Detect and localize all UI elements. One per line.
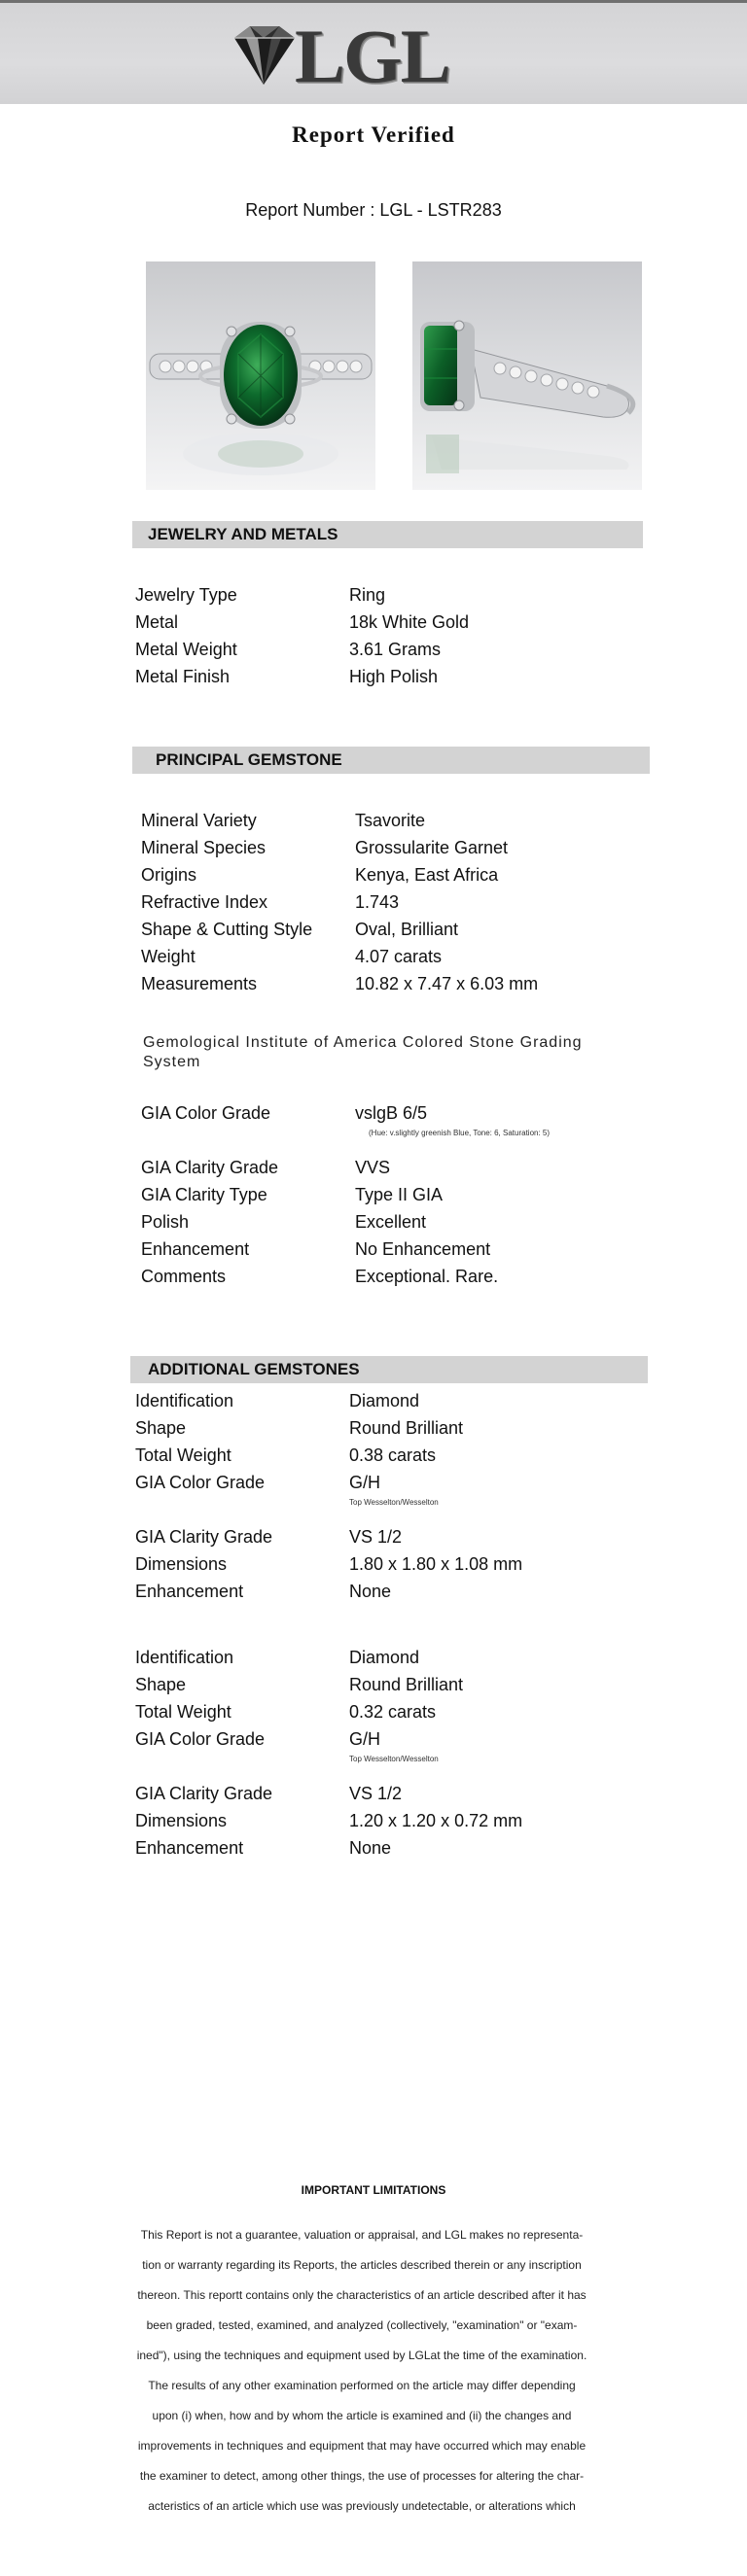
report-number: Report Number : LGL - LSTR283 <box>245 200 502 220</box>
jewelry-type-label: Jewelry Type <box>135 585 237 605</box>
logo-text: LGL <box>295 14 449 98</box>
g2-shape-label: Shape <box>135 1675 187 1694</box>
comments-value: Exceptional. Rare. <box>355 1267 499 1286</box>
g1-total-weight-label: Total Weight <box>135 1445 231 1465</box>
g1-enhancement-label: Enhancement <box>135 1582 244 1601</box>
gia-color-grade-note: (Hue: v.slightly greenish Blue, Tone: 6, Saturation: 5) <box>369 1129 551 1137</box>
g2-total-weight-value: 0.32 carats <box>349 1702 437 1722</box>
gia-clarity-grade-value: VVS <box>355 1158 391 1177</box>
g1-identification-label: Identification <box>135 1391 234 1410</box>
measurements-value: 10.82 x 7.47 x 6.03 mm <box>355 974 539 993</box>
mineral-variety-value: Tsavorite <box>355 811 426 830</box>
mineral-species-value: Grossularite Garnet <box>355 838 509 857</box>
metal-value: 18k White Gold <box>349 612 470 632</box>
ring-side-photo <box>412 261 642 490</box>
polish-value: Excellent <box>355 1212 427 1232</box>
g2-total-weight-label: Total Weight <box>135 1702 231 1722</box>
mineral-variety-label: Mineral Variety <box>141 811 257 830</box>
metal-finish-label: Metal Finish <box>135 667 231 686</box>
limitations-line: acteristics of an article which use was previously undetectable, or alterations which <box>148 2499 576 2513</box>
lgl-logo[interactable] <box>229 14 481 98</box>
g2-color-grade-value: G/H <box>349 1729 381 1749</box>
shape-cutting-value: Oval, Brilliant <box>355 920 459 939</box>
g1-dimensions-label: Dimensions <box>135 1554 228 1574</box>
limitations-line: ined"), using the techniques and equipment used by LGLat the time of the examination. <box>136 2349 587 2362</box>
g1-shape-value: Round Brilliant <box>349 1418 464 1438</box>
enhancement-value: No Enhancement <box>355 1239 491 1259</box>
g1-color-grade-note: Top Wesselton/Wesselton <box>349 1498 439 1507</box>
header-band <box>0 3 747 104</box>
metal-weight-label: Metal Weight <box>135 640 237 659</box>
g2-identification-value: Diamond <box>349 1648 420 1667</box>
weight-label: Weight <box>141 947 196 966</box>
g2-dimensions-label: Dimensions <box>135 1811 228 1830</box>
origins-value: Kenya, East Africa <box>355 865 499 885</box>
g2-identification-label: Identification <box>135 1648 234 1667</box>
comments-label: Comments <box>141 1267 227 1286</box>
gia-grading-heading: Gemological Institute of America Colored Stone Grading System <box>143 1034 583 1070</box>
page-title: Report Verified <box>292 122 455 147</box>
polish-label: Polish <box>141 1212 190 1232</box>
limitations-line: thereon. This reportt contains only the characteristics of an article described after it has <box>137 2288 587 2302</box>
g2-clarity-grade-label: GIA Clarity Grade <box>135 1784 273 1803</box>
mineral-species-label: Mineral Species <box>141 838 267 857</box>
gia-clarity-type-value: Type II GIA <box>355 1185 444 1204</box>
ring-front-photo <box>146 261 375 490</box>
limitations-line: tion or warranty regarding its Reports, the articles described therein or any inscription <box>142 2258 582 2272</box>
limitations-line: This Report is not a guarantee, valuation or appraisal, and LGL makes no representa- <box>140 2228 584 2242</box>
gia-clarity-type-label: GIA Clarity Type <box>141 1185 267 1204</box>
limitations-line: been graded, tested, examined, and analyzed (collectively, "examination" or "exam- <box>146 2318 578 2332</box>
g1-clarity-grade-value: VS 1/2 <box>349 1527 403 1547</box>
g2-enhancement-label: Enhancement <box>135 1838 244 1858</box>
refractive-index-value: 1.743 <box>355 892 400 912</box>
g1-enhancement-value: None <box>349 1582 392 1601</box>
limitations-line: the examiner to detect, among other things, the use of processes for altering the char- <box>139 2469 585 2483</box>
limitations-text <box>104 2220 620 2522</box>
g2-enhancement-value: None <box>349 1838 392 1858</box>
metal-finish-value: High Polish <box>349 667 439 686</box>
g1-shape-label: Shape <box>135 1418 187 1438</box>
g2-shape-value: Round Brilliant <box>349 1675 464 1694</box>
g1-color-grade-value: G/H <box>349 1473 381 1492</box>
origins-label: Origins <box>141 865 197 885</box>
g1-dimensions-value: 1.80 x 1.80 x 1.08 mm <box>349 1554 523 1574</box>
metal-label: Metal <box>135 612 179 632</box>
g2-dimensions-value: 1.20 x 1.20 x 0.72 mm <box>349 1811 523 1830</box>
limitations-title: IMPORTANT LIMITATIONS <box>301 2183 446 2197</box>
g1-total-weight-value: 0.38 carats <box>349 1445 437 1465</box>
g2-color-grade-label: GIA Color Grade <box>135 1729 266 1749</box>
gia-color-grade-value: vslgB 6/5 <box>355 1103 428 1123</box>
diamond-icon <box>229 24 299 88</box>
section-jewelry-heading: JEWELRY AND METALS <box>132 521 643 548</box>
g1-identification-value: Diamond <box>349 1391 420 1410</box>
limitations-line: upon (i) when, how and by whom the article is examined and (ii) the changes and <box>152 2409 572 2422</box>
weight-value: 4.07 carats <box>355 947 443 966</box>
g2-clarity-grade-value: VS 1/2 <box>349 1784 403 1803</box>
measurements-label: Measurements <box>141 974 258 993</box>
gia-clarity-grade-label: GIA Clarity Grade <box>141 1158 279 1177</box>
limitations-line: The results of any other examination performed on the article may differ depending <box>148 2379 576 2392</box>
refractive-index-label: Refractive Index <box>141 892 268 912</box>
section-principal-heading: PRINCIPAL GEMSTONE <box>132 747 650 774</box>
g2-color-grade-note: Top Wesselton/Wesselton <box>349 1755 439 1763</box>
metal-weight-value: 3.61 Grams <box>349 640 442 659</box>
limitations-line: improvements in techniques and equipment that may have occurred which may enable <box>137 2439 587 2453</box>
g1-color-grade-label: GIA Color Grade <box>135 1473 266 1492</box>
section-additional-heading: ADDITIONAL GEMSTONES <box>130 1356 648 1383</box>
g1-clarity-grade-label: GIA Clarity Grade <box>135 1527 273 1547</box>
jewelry-type-value: Ring <box>349 585 386 605</box>
gia-color-grade-label: GIA Color Grade <box>141 1103 271 1123</box>
shape-cutting-label: Shape & Cutting Style <box>141 920 313 939</box>
enhancement-label: Enhancement <box>141 1239 250 1259</box>
